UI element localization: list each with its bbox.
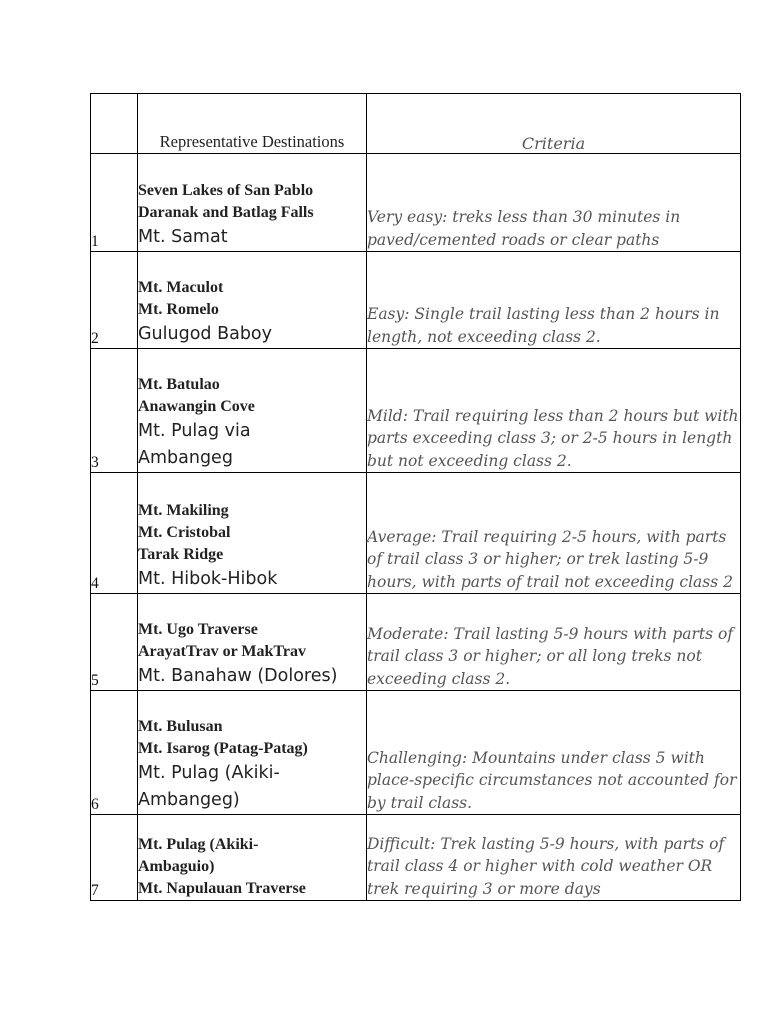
destination-name: Mt. Ugo Traverse [138, 621, 258, 638]
table-row [91, 349, 741, 473]
table-row [91, 252, 741, 349]
destination-name: Mt. Napulauan Traverse [138, 880, 306, 897]
row-number: 5 [91, 594, 138, 691]
table-row [91, 473, 741, 594]
destination-name: Seven Lakes of San Pablo [138, 182, 314, 199]
criteria-cell: Very easy: treks less than 30 minutes in paved/cemented roads or clear paths [367, 154, 741, 252]
destination-name: Gulugod Baboy [138, 324, 272, 344]
destination-name: Mt. Hibok-Hibok [138, 569, 278, 589]
criteria-cell: Easy: Single trail lasting less than 2 hours in length, not exceeding class 2. [367, 252, 741, 349]
destination-name: Mt. Pulag (Akiki- [138, 763, 280, 783]
table-header-row [91, 94, 741, 154]
destinations-cell [138, 691, 367, 815]
row-number: 4 [91, 473, 138, 594]
destination-name: Mt. Romelo [138, 301, 219, 318]
row-number: 2 [91, 252, 138, 349]
destination-name: Ambangeg [138, 448, 233, 468]
criteria-cell: Challenging: Mountains under class 5 with place-specific circumstances not accounted for by trail class. [367, 691, 741, 815]
destination-name: Mt. Bulusan [138, 718, 223, 735]
destinations-cell [138, 349, 367, 473]
header-destinations: Representative Destinations [138, 94, 367, 154]
trail-difficulty-table [90, 93, 741, 901]
header-criteria: Criteria [367, 94, 741, 154]
row-number: 6 [91, 691, 138, 815]
destination-name: Mt. Cristobal [138, 524, 231, 541]
destinations-cell [138, 252, 367, 349]
destinations-cell [138, 815, 367, 901]
table-row [91, 594, 741, 691]
header-number-cell [91, 94, 138, 154]
destinations-cell [138, 594, 367, 691]
destination-name: Ambangeg) [138, 790, 240, 810]
destination-name: Tarak Ridge [138, 546, 224, 563]
destination-name: Mt. Samat [138, 227, 228, 247]
destination-name: Mt. Batulao [138, 376, 220, 393]
destination-name: Mt. Maculot [138, 279, 224, 296]
destination-name: Mt. Makiling [138, 502, 229, 519]
destination-name: Daranak and Batlag Falls [138, 204, 314, 221]
destination-name: Anawangin Cove [138, 398, 255, 415]
criteria-cell: Moderate: Trail lasting 5-9 hours with parts of trail class 3 or higher; or all long treks not exceeding class 2. [367, 594, 741, 691]
table-row [91, 691, 741, 815]
destination-name: ArayatTrav or MakTrav [138, 643, 306, 660]
destination-name: Mt. Pulag via [138, 421, 251, 441]
table-body [91, 94, 741, 901]
table-row [91, 815, 741, 901]
row-number: 3 [91, 349, 138, 473]
criteria-cell: Average: Trail requiring 2-5 hours, with parts of trail class 3 or higher; or trek lasting 5-9 hours, with parts of trail not exceeding class 2 [367, 473, 741, 594]
destination-name: Ambaguio) [138, 858, 215, 875]
criteria-cell: Difficult: Trek lasting 5-9 hours, with parts of trail class 4 or higher with cold weather OR trek requiring 3 or more days [367, 815, 741, 901]
destination-name: Mt. Banahaw (Dolores) [138, 666, 338, 686]
destinations-cell [138, 473, 367, 594]
row-number: 7 [91, 815, 138, 901]
table-row [91, 154, 741, 252]
destination-name: Mt. Pulag (Akiki- [138, 836, 259, 853]
row-number: 1 [91, 154, 138, 252]
destination-name: Mt. Isarog (Patag-Patag) [138, 740, 308, 757]
destinations-cell [138, 154, 367, 252]
criteria-cell: Mild: Trail requiring less than 2 hours but with parts exceeding class 3; or 2-5 hours in length but not exceeding class 2. [367, 349, 741, 473]
